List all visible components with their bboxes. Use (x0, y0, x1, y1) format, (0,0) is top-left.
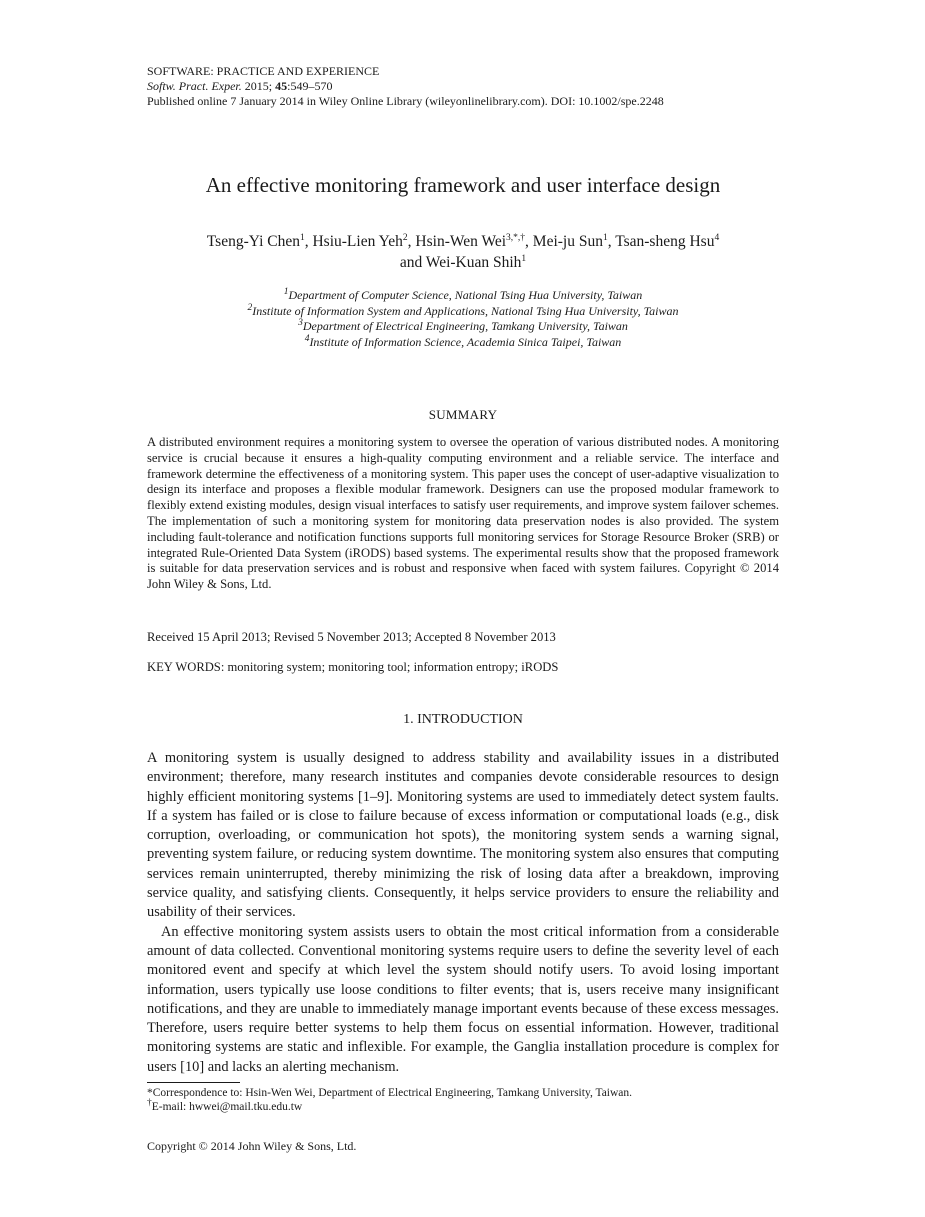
summary-heading: SUMMARY (428, 407, 498, 422)
author-separator: , (607, 233, 616, 250)
affiliation-list (147, 288, 779, 350)
paragraph: A monitoring system is usually designed to address stability and availability issues in a distributed environment; therefore, many research institutes and companies devote considerable resources to design highly efficient monitoring systems [1–9]. Monitoring systems are used to immediately detect system faults. If a system has failed or is close to failure because of excess information or computational loads (e.g., disk corruption, overloading, or communication hot spots), the monitoring system sends a warning signal, preventing system failure, or reducing system downtime. The monitoring system also ensures that computing services remain uninterrupted, thereby minimizing the risk of losing data after a breakdown, improving service quality, and satisfying clients. Consequently, it helps service providers to ensure the reliability and usability of their services. (147, 750, 779, 921)
author-line-1 (147, 231, 779, 252)
affiliation-text: Department of Electrical Engineering, Tamkang University, Taiwan (302, 319, 628, 333)
summary-text: A distributed environment requires a monitoring system to oversee the operation of various distributed nodes. A monitoring service is crucial because it ensures a high-quality computing environment and a reliable service. The interface and framework determine the effectiveness of a monitoring system. This paper uses the concept of user-adaptive visualization to design its interface and proposes a flexible modular framework. Designers can use the proposed modular framework to flexibly extend existing modules, design visual interfaces to satisfy user requirements, and improve system failover schemes. The implementation of such a monitoring system for monitoring data preservation nodes is also provided. The system including fault-tolerance and notification functions supports full monitoring services for Storage Resource Broker (SRB) or integrated Rule-Oriented Data System (iRODS) based systems. The experimental results show that the proposed framework is suitable for data preservation services and is robust and responsive when faced with system failures. Copyright © 2014 John Wiley & Sons, Ltd. (147, 435, 779, 592)
received-dates: Received 15 April 2013; Revised 5 November 2013; Accepted 8 November 2013 (147, 630, 556, 644)
author-name: Mei-ju Sun (532, 233, 603, 250)
journal-citation (147, 79, 664, 94)
paper-title: An effective monitoring framework and user interface design (205, 173, 721, 197)
introduction-body (147, 749, 779, 1077)
author-separator: , (304, 233, 313, 250)
citation-abbrev: Softw. Pract. Exper. (147, 79, 242, 93)
affiliation-text: Institute of Information Science, Academia Sinica Taipei, Taiwan (309, 334, 622, 349)
author-affiliation-mark: 4 (714, 232, 720, 243)
affiliation-number: 1 (283, 287, 289, 297)
footnote-correspondence (147, 1086, 632, 1100)
author-separator: , (407, 233, 416, 250)
author-name: and Wei-Kuan Shih (399, 254, 522, 271)
footnote-mark: † (147, 1098, 152, 1109)
section-heading-introduction: 1. INTRODUCTION (403, 712, 523, 727)
author-list (147, 231, 779, 273)
footnote-rule (147, 1082, 240, 1083)
affiliation-item (147, 335, 779, 351)
paragraph: An effective monitoring system assists users to obtain the most critical information from a considerable amount of data collected. Conventional monitoring systems require users to define the severity level of each monitored event and specify at which level the system should notify users. To avoid losing important information, users typically use loose conditions to filter events; that is, users receive many insignificant notifications, and they are unable to immediately manage important events because of these excess messages. Therefore, users require better systems to help them focus on essential information. However, traditional monitoring systems are static and inflexible. For example, the Ganglia installation procedure is complex for users [10] and lacks an alerting mechanism. (147, 923, 779, 1075)
author-affiliation-mark: 3,*,† (506, 232, 526, 243)
affiliation-item (147, 319, 779, 335)
affiliation-text: Department of Computer Science, National Tsing Hua University, Taiwan (288, 288, 643, 302)
author-name: Hsiu-Lien Yeh (312, 233, 403, 250)
footnote-text: E-mail: hwwei@mail.tku.edu.tw (151, 1101, 303, 1113)
author-name: Tsan-sheng Hsu (615, 233, 715, 250)
affiliation-item (147, 304, 779, 320)
footnote-text: Correspondence to: Hsin-Wen Wei, Department of Electrical Engineering, Tamkang University, Taiwan. (152, 1087, 633, 1099)
author-affiliation-mark: 1 (299, 232, 305, 243)
author-line-2 (147, 252, 779, 273)
affiliation-number: 2 (247, 302, 253, 313)
affiliation-text: Institute of Information System and Applications, National Tsing Hua University, Taiwan (252, 303, 679, 318)
published-line: Published online 7 January 2014 in Wiley Online Library (wileyonlinelibrary.com). DOI: 10.1002/spe.2248 (147, 94, 664, 108)
copyright-footer: Copyright © 2014 John Wiley & Sons, Ltd. (147, 1139, 357, 1153)
affiliation-item (147, 288, 779, 304)
affiliation-number: 3 (298, 318, 303, 328)
author-name: Tseng-Yi Chen (206, 233, 300, 250)
journal-header (147, 64, 664, 109)
author-affiliation-mark: 1 (521, 253, 527, 264)
author-name: Hsin-Wen Wei (415, 233, 507, 250)
keywords: KEY WORDS: monitoring system; monitoring tool; information entropy; iRODS (147, 660, 559, 674)
citation-pages: :549–570 (287, 79, 333, 93)
citation-volume: 45 (275, 79, 288, 93)
footnote-email (147, 1100, 632, 1114)
author-affiliation-mark: 1 (602, 232, 608, 243)
journal-name: SOFTWARE: PRACTICE AND EXPERIENCE (147, 64, 380, 78)
citation-year: 2015; (241, 79, 276, 93)
affiliation-number: 4 (304, 333, 310, 344)
footnotes (147, 1086, 632, 1114)
author-separator: , (525, 233, 533, 250)
author-affiliation-mark: 2 (402, 232, 408, 243)
footnote-mark: * (147, 1087, 153, 1099)
